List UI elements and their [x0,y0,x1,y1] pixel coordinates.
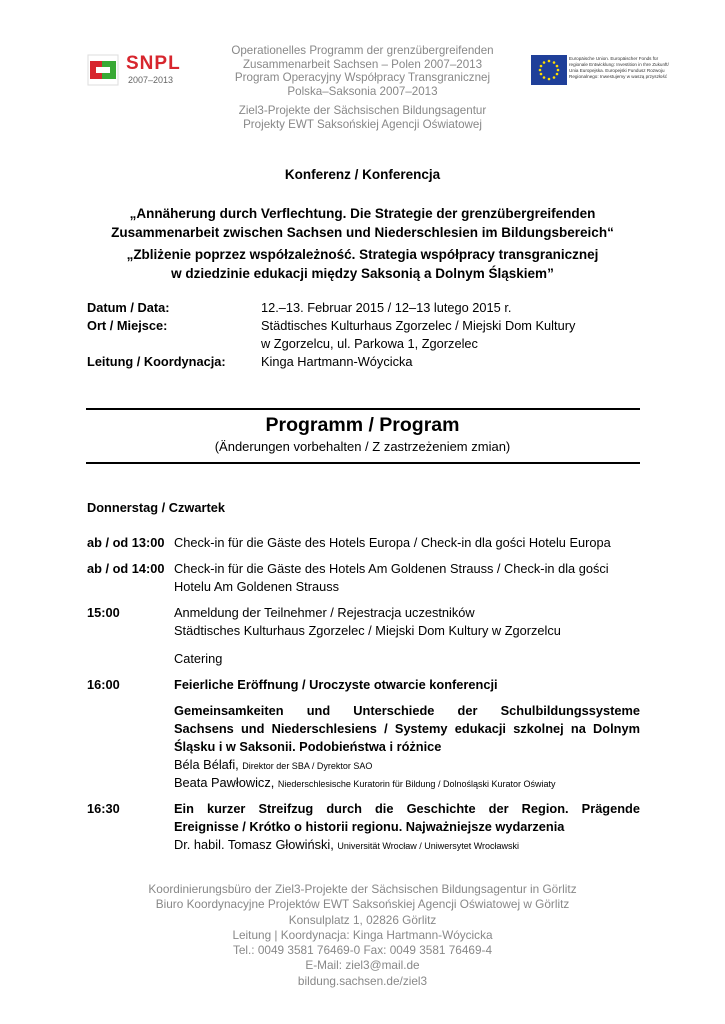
footer-line: Tel.: 0049 3581 76469-0 Fax: 0049 3581 76469-4 [232,943,493,958]
desc-line: Gemeinsamkeiten und Unterschiede der Schulbildungssysteme [174,703,640,718]
divider [86,462,640,464]
session-desc: Catering [174,651,223,666]
header-line: Program Operacyjny Współpracy Transgranicznej [234,71,491,85]
program-subtitle: (Änderungen vorbehalten / Z zastrzeżeniem zmian) [214,439,511,454]
footer-website[interactable]: bildung.sachsen.de/ziel3 [297,973,428,988]
program-title: Programm / Program [265,414,460,436]
snpl-logo-years: 2007–2013 [128,75,174,85]
title-line: „Zbliżenie poprzez współzależność. Strategia współpracy transgranicznej [126,247,599,262]
header-line: Zusammenarbeit Sachsen – Polen 2007–2013 [242,57,483,71]
conference-info [0,299,725,379]
date-value: 12.–13. Februar 2015 / 12–13 lutego 2015 r. [261,300,512,315]
header-line: Ziel3-Projekte der Sächsischen Bildungsagentur [238,104,487,117]
header-project-text [200,104,525,131]
footer-line: Konsulplatz 1, 02826 Görlitz [288,912,437,927]
desc-line: Ereignisse / Krótko o historii regionu. Najważniejsze wydarzenia [174,819,565,834]
session-desc: Check-in für die Gäste des Hotels Europa / Check-in dla gości Hotelu Europa [174,535,611,550]
divider [86,408,640,410]
footer-line: Biuro Koordynacyjne Projektów EWT Saksońskiej Agencji Oświatowej w Görlitz [155,897,570,912]
time-label: ab / od 14:00 [87,561,165,576]
eu-line: Unia Europejska. Europejski Fundusz Rozwoju [569,68,665,73]
title-line: „Annäherung durch Verflechtung. Die Strategie der grenzübergreifenden [129,206,596,221]
place-value-2: w Zgorzelcu, ul. Parkowa 1, Zgorzelec [261,336,478,351]
time-label: 16:00 [87,677,120,692]
speaker-name: Dr. habil. Tomasz Głowiński, [174,837,334,852]
time-label: ab / od 13:00 [87,535,165,550]
footer-email[interactable]: E-Mail: ziel3@mail.de [305,958,420,973]
title-line: w dziedzinie edukacji między Saksonią a Dolnym Śląskiem” [171,266,554,281]
speaker-role: Niederschlesische Kuratorin für Bildung / Dolnośląski Kurator Oświaty [277,779,556,789]
lead-value: Kinga Hartmann-Wóycicka [261,354,413,369]
place-value: Städtisches Kulturhaus Zgorzelec / Miejski Dom Kultury [261,318,576,333]
desc-line: Hotelu Am Goldenen Strauss [174,579,340,594]
session-title [174,702,640,756]
session-title: Feierliche Eröffnung / Uroczyste otwarcie konferencji [174,677,498,692]
desc-line: Anmeldung der Teilnehmer / Rejestracja uczestników [174,605,475,620]
speaker [174,774,640,793]
header-line: Operationelles Programm der grenzübergreifenden [231,44,494,57]
speaker-role: Direktor der SBA / Dyrektor SAO [242,761,373,771]
speaker-name: Béla Bélafi, [174,757,239,772]
header-line: Polska–Saksonia 2007–2013 [287,84,438,98]
desc-line: Check-in für die Gäste des Hotels Am Goldenen Strauss / Check-in dla gości [174,561,609,576]
desc-line: Städtisches Kulturhaus Zgorzelec / Miejski Dom Kultury w Zgorzelcu [174,623,561,638]
speaker-name: Beata Pawłowicz, [174,775,275,790]
eu-line: Europäische Union. Europäischer Fonds für [569,56,659,61]
time-label: 15:00 [87,605,120,620]
header-program-text [200,44,525,98]
header-line: Projekty EWT Saksońskiej Agencji Oświatowej [243,117,482,131]
eu-logo [531,55,671,87]
conference-label: Konferenz / Konferencja [284,167,441,182]
session-desc [174,604,640,640]
desc-line: Ein kurzer Streifzug durch die Geschichte der Region. Prägende [174,801,640,816]
place-label: Ort / Miejsce: [87,318,168,333]
eu-logo-text [569,56,679,80]
footer [100,882,625,989]
speaker-role: Universität Wrocław / Uniwersytet Wrocławski [337,841,520,851]
footer-line: Koordinierungsbüro der Ziel3-Projekte der Sächsischen Bildungsagentur in Görlitz [148,882,577,896]
speaker [174,836,640,855]
eu-line: Regionalnego: Inwestujemy w waszą przyszłość [569,74,668,79]
title-line: Zusammenarbeit zwischen Sachsen und Niederschlesien im Bildungsbereich“ [111,225,614,240]
time-label: 16:30 [87,801,120,816]
date-label: Datum / Data: [87,300,170,315]
session-title [174,800,640,836]
conference-title-pl [60,245,665,283]
snpl-logo-text: SNPL [126,53,181,74]
speaker [174,756,640,775]
conference-title-de [60,204,665,242]
desc-line: Śląsku i w Saksonii. Podobieństwa i różnice [174,739,442,754]
eu-flag-icon [531,55,567,85]
day-heading: Donnerstag / Czwartek [87,500,225,515]
eu-line: regionale Entwicklung: Investition in Ihre Zukunft/ [569,62,669,67]
snpl-logo [86,53,190,87]
lead-label: Leitung / Koordynacja: [87,354,226,369]
session-desc [174,560,640,596]
desc-line: Sachsens und Niederschlesiens / Systemy edukacji szkolnej na Dolnym [174,721,640,736]
footer-line: Leitung | Koordynacja: Kinga Hartmann-Wóycicka [232,927,493,942]
